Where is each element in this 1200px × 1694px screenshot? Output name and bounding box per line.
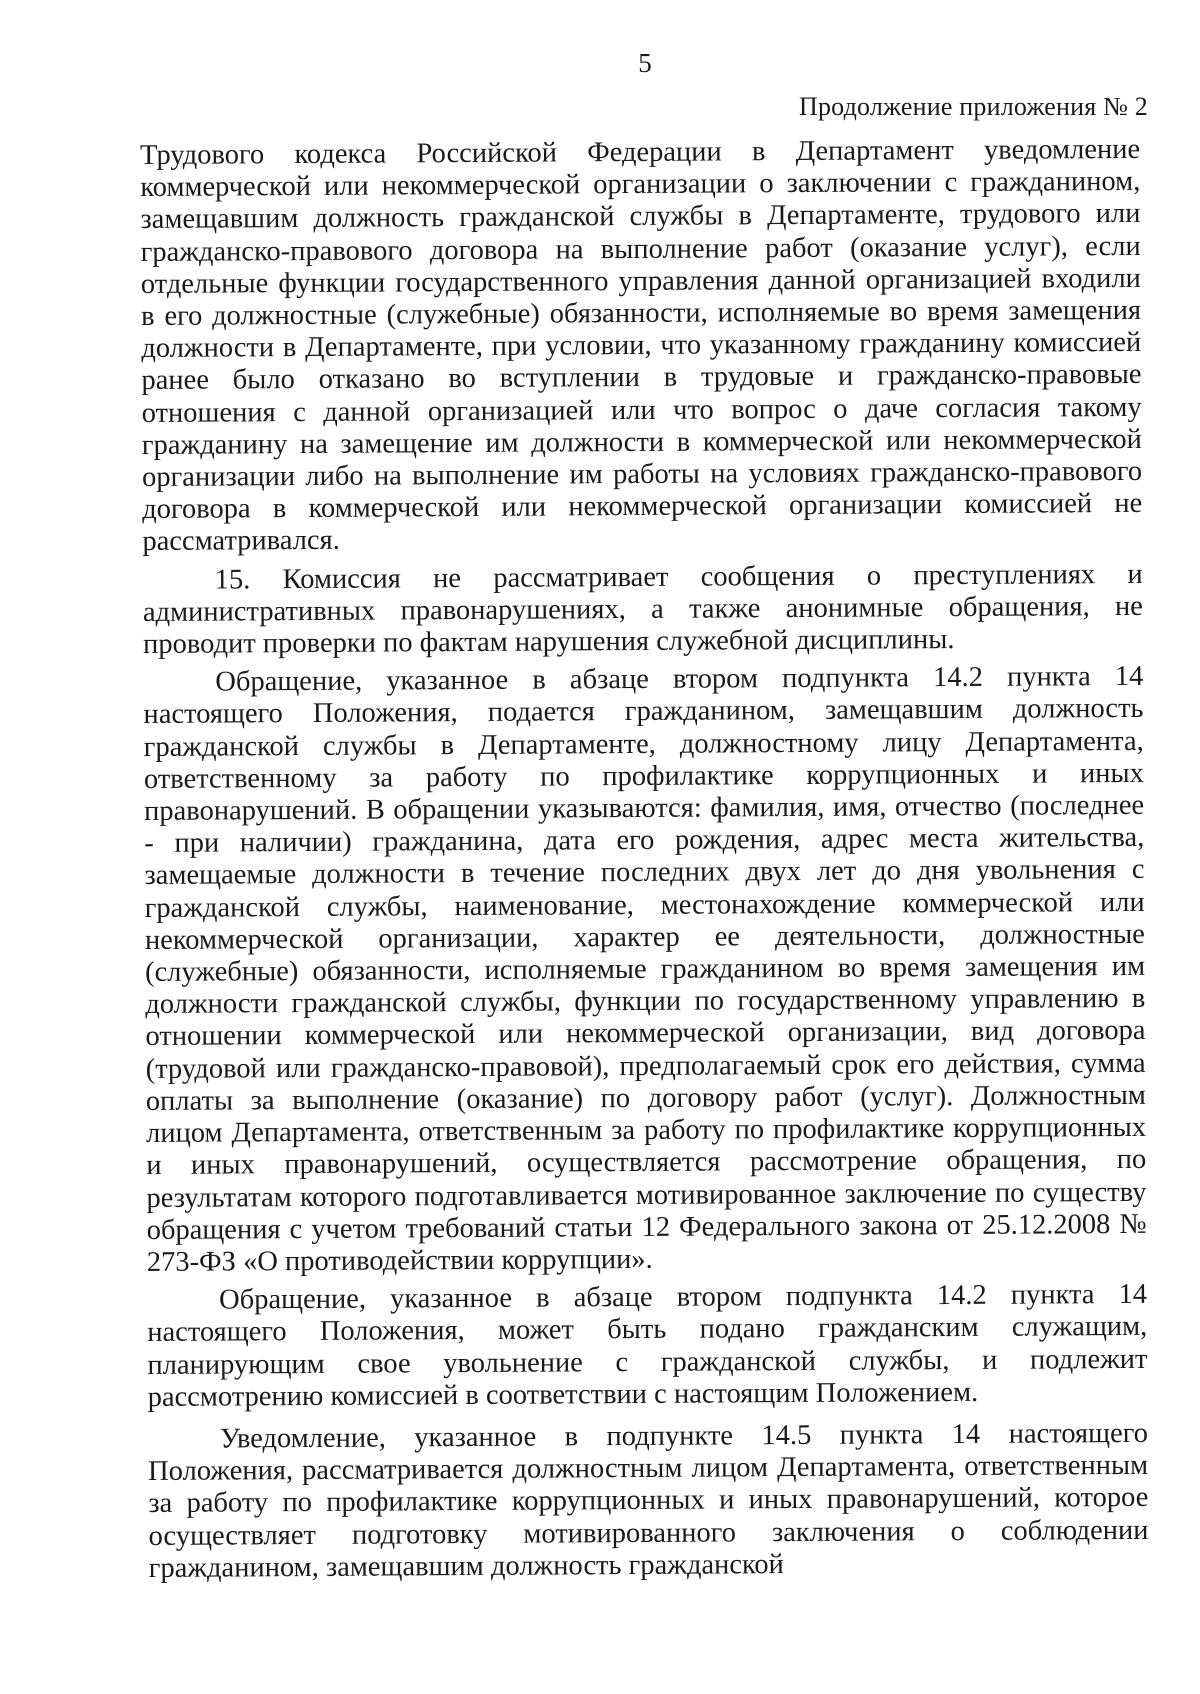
paragraph-notification-review: Уведомление, указанное в подпункте 14.5 пункта 14 настоящего Положения, рассматривается должностным лицом Департамента, ответственным за работу по профилактике коррупционных и иных правонарушений, которое осуществляет подготовку мотивированного заключения о соблюдении гражданином, замещавшим должность гражданской: [148, 1417, 1149, 1584]
paragraph-continuation: Трудового кодекса Российской Федерации в Департамент уведомление коммерческой или некоммерческой организации о заключении с гражданином, замещавшим должность гражданской службы в Департаменте, трудового или гражданско-правового договора на выполнение работ (оказание услуг), если отдельные функции государственного управления данной организацией входили в его должностные (служебные) обязанности, исполняемые во время замещения должности в Департаменте, при условии, что указанному гражданину комиссией ранее было отказано во вступлении в трудовые и гражданско-правовые отношения с данной организацией или что вопрос о даче согласия такому гражданину на замещение им должности в коммерческой или некоммерческой организации либо на выполнение им работы на условиях гражданско-правового договора в коммерческой или некоммерческой организации комиссией не рассматривался.: [140, 133, 1143, 558]
document-body: [140, 134, 1149, 1585]
appendix-continuation-note: Продолжение приложения № 2: [798, 92, 1148, 121]
page-number: 5: [638, 48, 652, 78]
paragraph-15: 15. Комиссия не рассматривает сообщения о преступлениях и административных правонарушениях, а также анонимные обращения, не проводит проверки по фактам нарушения служебной дисциплины.: [142, 558, 1143, 661]
paragraph-appeal-by-civil-servant: Обращение, указанное в абзаце втором подпункта 14.2 пункта 14 настоящего Положения, может быть подано гражданским служащим, планирующим свое увольнение с гражданской службы, и подлежит рассмотрению комиссией в соответствии с настоящим Положением.: [147, 1278, 1148, 1413]
paragraph-appeal-submission: Обращение, указанное в абзаце втором подпункта 14.2 пункта 14 настоящего Положения, подается гражданином, замещавшим должность гражданской службы в Департаменте, должностному лицу Департамента, ответственному за работу по профилактике коррупционных и иных правонарушений. В обращении указываются: фамилия, имя, отчество (последнее - при наличии) гражданина, дата его рождения, адрес места жительства, замещаемые должности в течение последних двух лет до дня увольнения с гражданской службы, наименование, местонахождение коммерческой или некоммерческой организации, характер ее деятельности, должностные (служебные) обязанности, исполняемые гражданином во время замещения им должности гражданской службы, функции по государственному управлению в отношении коммерческой или некоммерческой организации, вид договора (трудовой или гражданско-правовой), предполагаемый срок его действия, сумма оплаты за выполнение (оказание) по договору работ (услуг). Должностным лицом Департамента, ответственным за работу по профилактике коррупционных и иных правонарушений, осуществляется рассмотрение обращения, по результатам которого подготавливается мотивированное заключение по существу обращения с учетом требований статьи 12 Федерального закона от 25.12.2008 № 273-ФЗ «О противодействии коррупции».: [143, 661, 1147, 1278]
